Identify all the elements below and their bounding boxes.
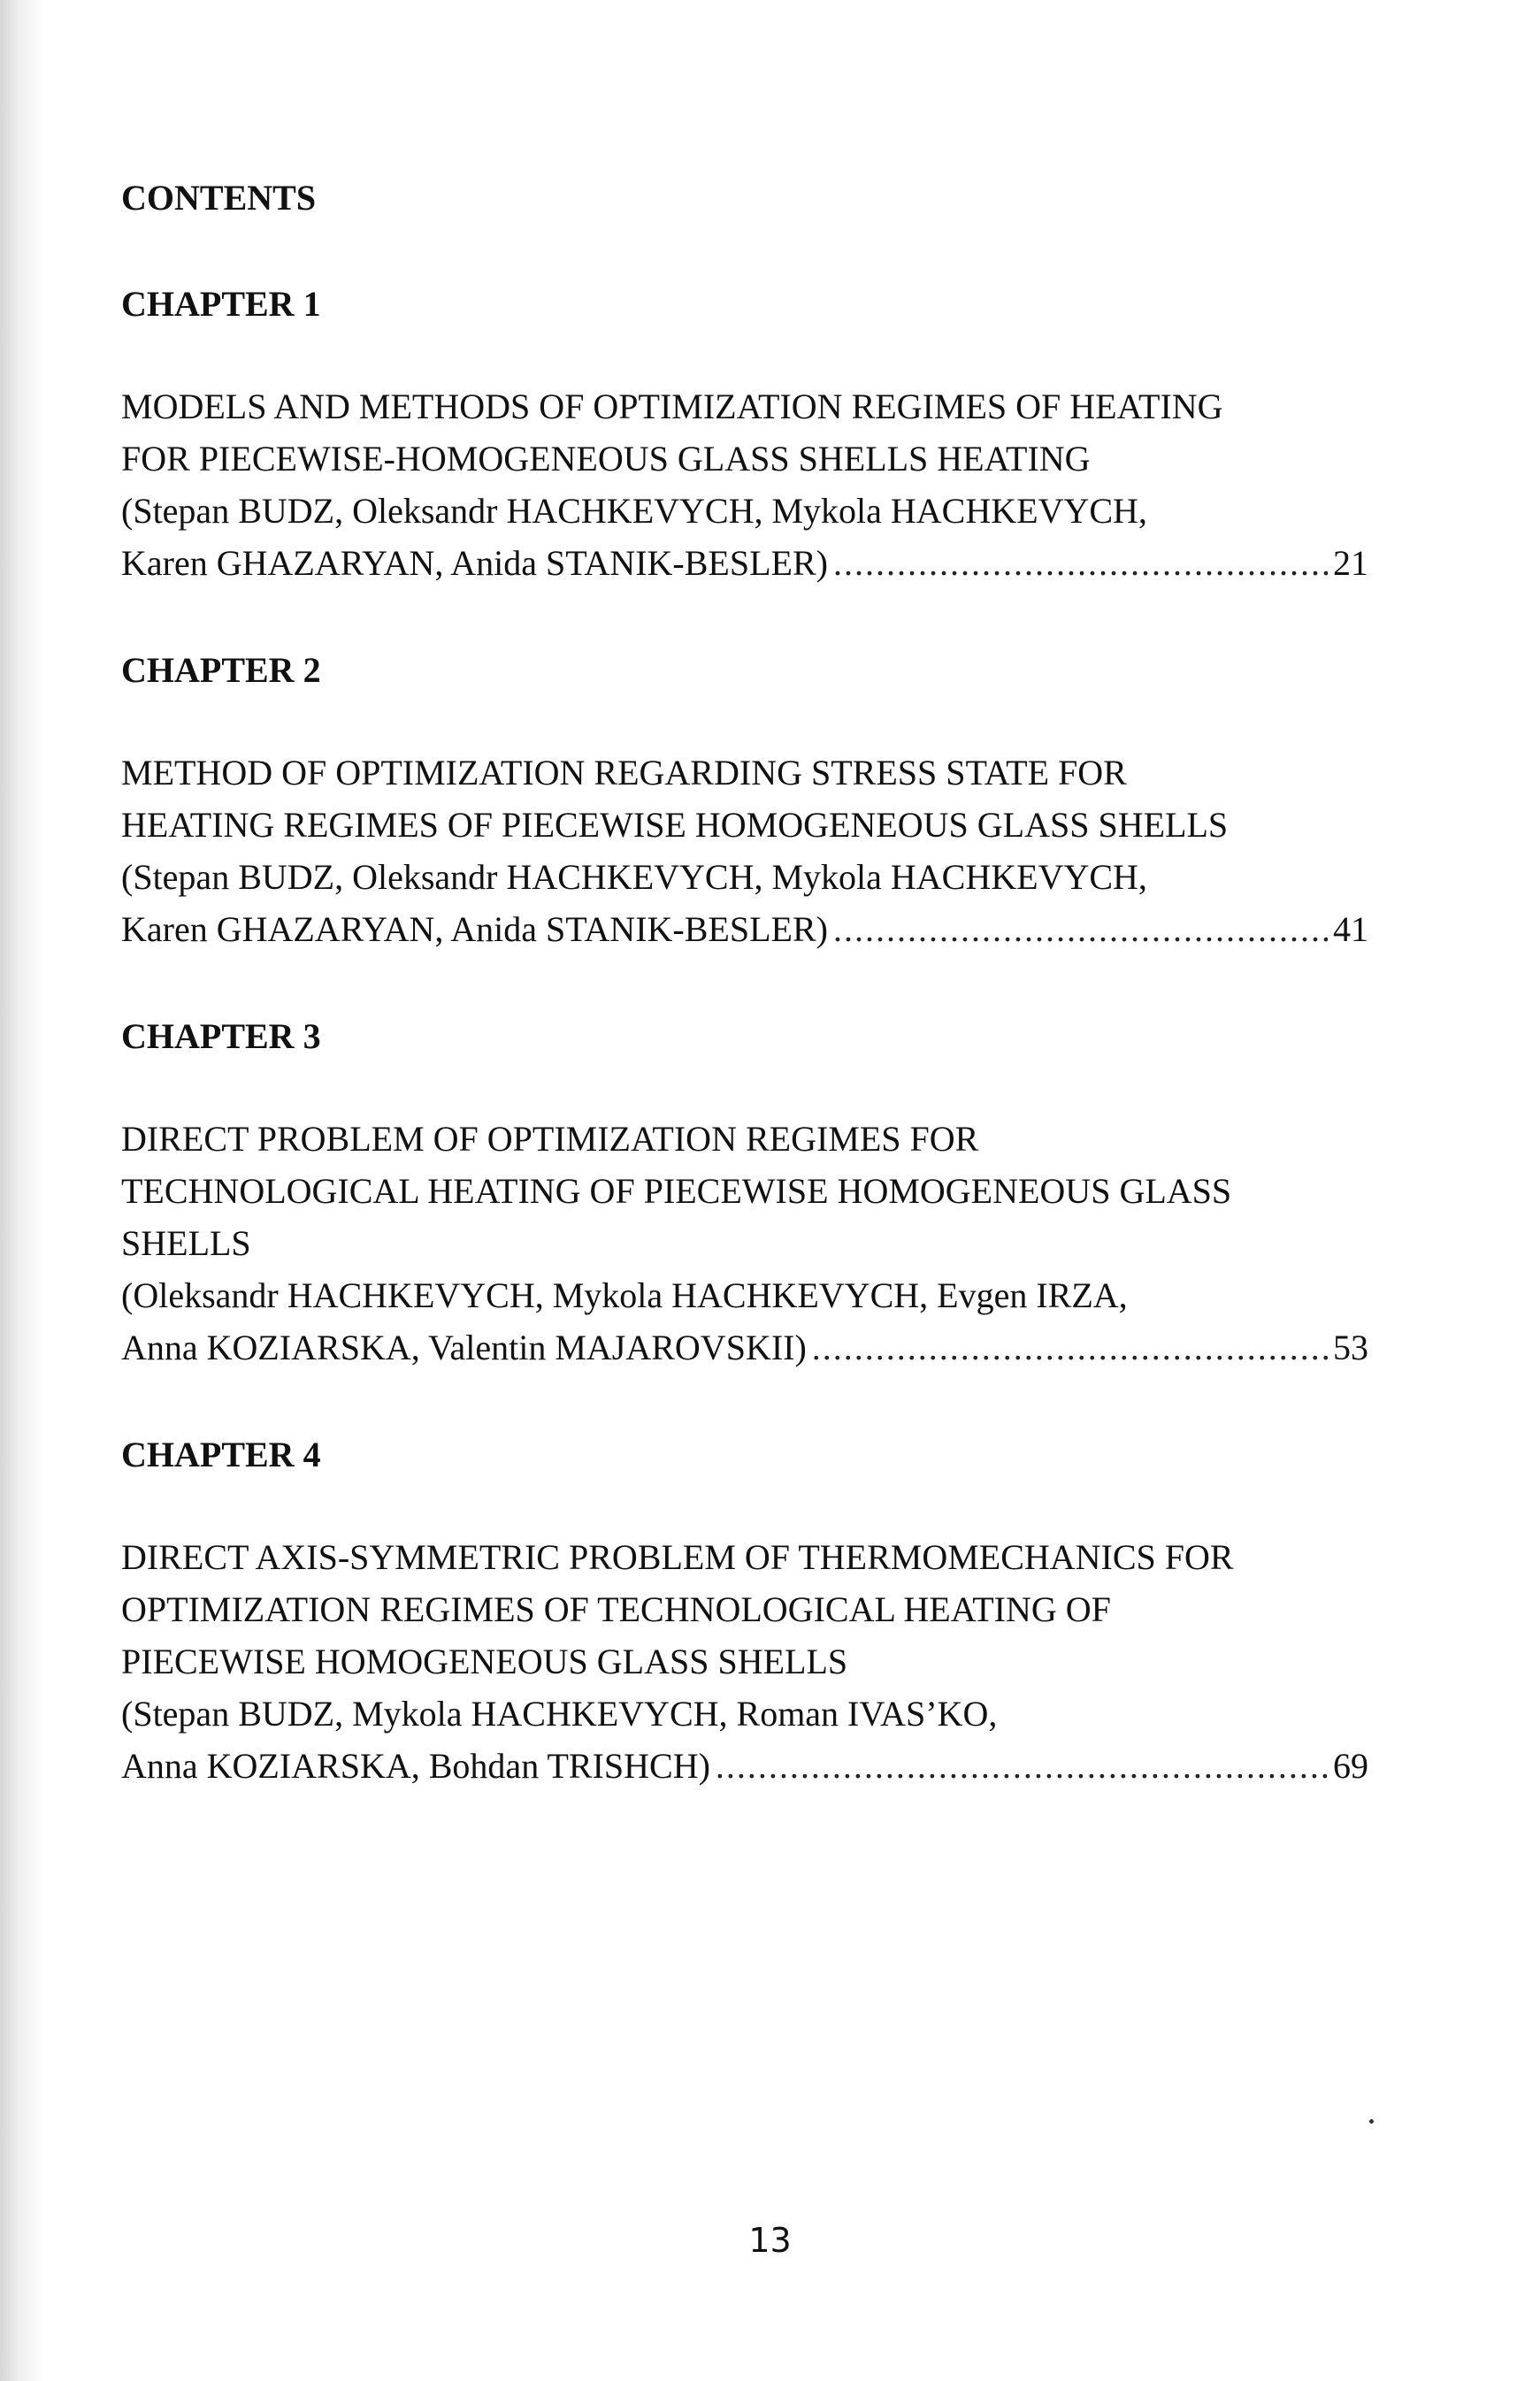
chapter-heading: CHAPTER 1: [121, 284, 321, 324]
chapter-title-line: DIRECT PROBLEM OF OPTIMIZATION REGIMES FOR: [121, 1119, 979, 1159]
chapter-entry-1: [121, 279, 1368, 589]
contents-title: CONTENTS: [121, 178, 317, 218]
chapter-title-line: SHELLS: [121, 1223, 251, 1263]
chapter-entry-3: [121, 1012, 1368, 1374]
chapter-authors-line: (Stepan BUDZ, Mykola HACHKEVYCH, Roman IVAS’KO,: [121, 1694, 998, 1734]
scan-edge-shadow: [0, 0, 42, 2381]
dot-leader: [833, 903, 1328, 955]
chapter-authors-line: Anna KOZIARSKA, Bohdan TRISHCH): [121, 1746, 710, 1786]
chapter-heading: CHAPTER 2: [121, 650, 321, 690]
chapter-title-line: HEATING REGIMES OF PIECEWISE HOMOGENEOUS GLASS SHELLS: [121, 805, 1229, 845]
chapter-authors-line: Karen GHAZARYAN, Anida STANIK-BESLER): [121, 909, 828, 949]
scan-speck: [1369, 2119, 1374, 2124]
chapter-authors-line: (Stepan BUDZ, Oleksandr HACHKEVYCH, Mykola HACHKEVYCH,: [121, 857, 1147, 897]
chapter-authors-line: Karen GHAZARYAN, Anida STANIK-BESLER): [121, 543, 828, 583]
dot-leader: [833, 537, 1328, 589]
dot-leader: [716, 1740, 1328, 1792]
chapter-title-line: MODELS AND METHODS OF OPTIMIZATION REGIMES OF HEATING: [121, 387, 1223, 426]
chapter-authors-with-page: [121, 1740, 1368, 1792]
chapter-page-number: 21: [1333, 543, 1368, 583]
chapter-authors-line: (Stepan BUDZ, Oleksandr HACHKEVYCH, Mykola HACHKEVYCH,: [121, 491, 1147, 531]
dot-leader: [812, 1321, 1328, 1374]
chapter-page-number: 69: [1333, 1746, 1368, 1786]
chapter-page-number: 41: [1333, 909, 1368, 949]
chapter-heading: CHAPTER 4: [121, 1435, 321, 1474]
chapter-title-line: TECHNOLOGICAL HEATING OF PIECEWISE HOMOGENEOUS GLASS: [121, 1171, 1232, 1211]
chapter-title-line: DIRECT AXIS-SYMMETRIC PROBLEM OF THERMOMECHANICS FOR: [121, 1537, 1234, 1577]
table-of-contents: [121, 173, 1368, 1792]
chapter-authors-line: (Oleksandr HACHKEVYCH, Mykola HACHKEVYCH, Evgen IRZA,: [121, 1275, 1128, 1315]
chapter-title-line: FOR PIECEWISE-HOMOGENEOUS GLASS SHELLS HEATING: [121, 439, 1091, 478]
chapter-entry-4: [121, 1430, 1368, 1792]
chapter-heading: CHAPTER 3: [121, 1016, 321, 1056]
chapter-title-line: METHOD OF OPTIMIZATION REGARDING STRESS STATE FOR: [121, 753, 1127, 792]
chapter-authors-line: Anna KOZIARSKA, Valentin MAJAROVSKII): [121, 1328, 807, 1367]
page-number: 13: [748, 2221, 792, 2260]
chapter-page-number: 53: [1333, 1328, 1368, 1367]
chapter-authors-with-page: [121, 1321, 1368, 1374]
chapter-authors-with-page: [121, 537, 1368, 589]
chapter-title-line: PIECEWISE HOMOGENEOUS GLASS SHELLS: [121, 1642, 848, 1681]
chapter-title-line: OPTIMIZATION REGIMES OF TECHNOLOGICAL HEATING OF: [121, 1589, 1111, 1629]
chapter-entry-2: [121, 646, 1368, 955]
chapter-authors-with-page: [121, 903, 1368, 955]
